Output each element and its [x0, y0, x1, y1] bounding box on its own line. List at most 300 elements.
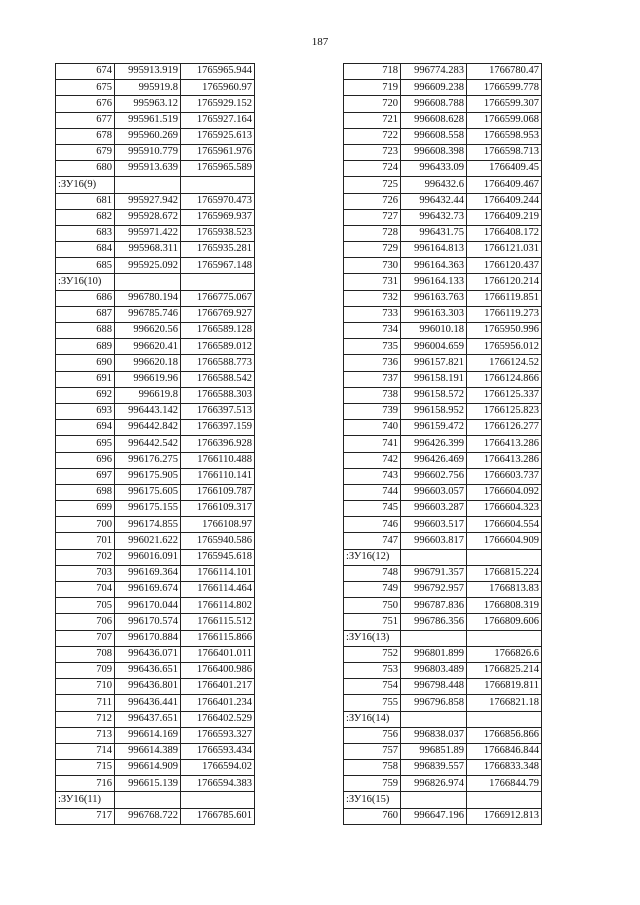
x-coordinate-cell: 995928.672 — [115, 209, 181, 225]
y-coordinate-cell: 1766119.273 — [467, 306, 542, 322]
section-header-row — [56, 792, 255, 808]
y-coordinate-cell: 1766397.513 — [181, 403, 255, 419]
point-number-cell: 677 — [56, 112, 115, 128]
y-coordinate-cell: 1765956.012 — [467, 339, 542, 355]
x-coordinate-cell: 996603.517 — [401, 517, 467, 533]
point-number-cell: 723 — [344, 144, 401, 160]
point-number-cell: 750 — [344, 598, 401, 614]
point-number-cell: 688 — [56, 323, 115, 339]
section-header-row — [56, 274, 255, 290]
point-number-cell: 749 — [344, 582, 401, 598]
coordinates-table-right — [343, 63, 542, 825]
point-number-cell: 758 — [344, 760, 401, 776]
point-number-cell: 719 — [344, 80, 401, 96]
table-row — [56, 436, 255, 452]
point-number-cell: 732 — [344, 290, 401, 306]
x-coordinate-cell: 996796.858 — [401, 695, 467, 711]
point-number-cell: 713 — [56, 727, 115, 743]
y-coordinate-cell: 1766769.927 — [181, 306, 255, 322]
coordinates-table-left — [55, 63, 255, 825]
x-coordinate-cell: 996175.905 — [115, 468, 181, 484]
point-number-cell: 728 — [344, 225, 401, 241]
x-coordinate-cell: 996608.398 — [401, 144, 467, 160]
y-coordinate-cell: 1766589.012 — [181, 339, 255, 355]
y-coordinate-cell: 1765938.523 — [181, 225, 255, 241]
table-row — [56, 420, 255, 436]
table-row — [344, 209, 542, 225]
point-number-cell: 683 — [56, 225, 115, 241]
y-coordinate-cell: 1766401.234 — [181, 695, 255, 711]
y-coordinate-cell: 1765935.281 — [181, 242, 255, 258]
x-coordinate-cell: 996432.6 — [401, 177, 467, 193]
x-coordinate-cell: 996620.18 — [115, 355, 181, 371]
y-coordinate-cell: 1766400.986 — [181, 662, 255, 678]
table-row — [344, 193, 542, 209]
table-row — [344, 614, 542, 630]
table-row — [344, 695, 542, 711]
x-coordinate-cell: 996158.191 — [401, 371, 467, 387]
point-number-cell: 730 — [344, 258, 401, 274]
x-coordinate-cell: 996442.842 — [115, 420, 181, 436]
table-row — [56, 290, 255, 306]
y-coordinate-cell: 1766856.866 — [467, 727, 542, 743]
point-number-cell: 759 — [344, 776, 401, 792]
point-number-cell: 716 — [56, 776, 115, 792]
point-number-cell: 752 — [344, 646, 401, 662]
table-row — [56, 112, 255, 128]
table-row — [344, 679, 542, 695]
x-coordinate-cell: 996436.651 — [115, 662, 181, 678]
x-coordinate-cell: 995927.942 — [115, 193, 181, 209]
y-coordinate-cell: 1765940.586 — [181, 533, 255, 549]
table-row — [56, 646, 255, 662]
section-label: :ЗУ16(10) — [56, 274, 115, 290]
y-coordinate-cell: 1766114.802 — [181, 598, 255, 614]
x-coordinate-cell: 996798.448 — [401, 679, 467, 695]
y-coordinate-cell: 1766593.327 — [181, 727, 255, 743]
table-row — [344, 484, 542, 500]
y-coordinate-cell: 1766115.866 — [181, 630, 255, 646]
empty-cell — [401, 549, 467, 565]
y-coordinate-cell: 1765965.944 — [181, 64, 255, 80]
y-coordinate-cell: 1765965.589 — [181, 161, 255, 177]
y-coordinate-cell: 1766844.79 — [467, 776, 542, 792]
point-number-cell: 696 — [56, 452, 115, 468]
table-row — [56, 387, 255, 403]
y-coordinate-cell: 1766396.928 — [181, 436, 255, 452]
point-number-cell: 756 — [344, 727, 401, 743]
y-coordinate-cell: 1766809.606 — [467, 614, 542, 630]
x-coordinate-cell: 995919.8 — [115, 80, 181, 96]
table-row — [56, 598, 255, 614]
table-row — [56, 711, 255, 727]
x-coordinate-cell: 996176.275 — [115, 452, 181, 468]
y-coordinate-cell: 1766108.97 — [181, 517, 255, 533]
x-coordinate-cell: 996157.821 — [401, 355, 467, 371]
x-coordinate-cell: 995925.092 — [115, 258, 181, 274]
empty-cell — [115, 177, 181, 193]
point-number-cell: 741 — [344, 436, 401, 452]
table-row — [56, 743, 255, 759]
y-coordinate-cell: 1766593.434 — [181, 743, 255, 759]
table-row — [344, 403, 542, 419]
x-coordinate-cell: 996437.651 — [115, 711, 181, 727]
x-coordinate-cell: 995963.12 — [115, 96, 181, 112]
table-row — [56, 549, 255, 565]
table-row — [344, 436, 542, 452]
table-row — [56, 80, 255, 96]
y-coordinate-cell: 1765927.164 — [181, 112, 255, 128]
x-coordinate-cell: 996021.622 — [115, 533, 181, 549]
x-coordinate-cell: 996619.96 — [115, 371, 181, 387]
table-row — [56, 679, 255, 695]
table-row — [344, 533, 542, 549]
point-number-cell: 679 — [56, 144, 115, 160]
point-number-cell: 753 — [344, 662, 401, 678]
x-coordinate-cell: 996614.909 — [115, 760, 181, 776]
x-coordinate-cell: 996004.659 — [401, 339, 467, 355]
x-coordinate-cell: 996432.44 — [401, 193, 467, 209]
y-coordinate-cell: 1766775.067 — [181, 290, 255, 306]
point-number-cell: 707 — [56, 630, 115, 646]
x-coordinate-cell: 996614.389 — [115, 743, 181, 759]
point-number-cell: 722 — [344, 128, 401, 144]
x-coordinate-cell: 996158.952 — [401, 403, 467, 419]
x-coordinate-cell: 996603.287 — [401, 501, 467, 517]
y-coordinate-cell: 1766598.953 — [467, 128, 542, 144]
y-coordinate-cell: 1766110.488 — [181, 452, 255, 468]
point-number-cell: 709 — [56, 662, 115, 678]
point-number-cell: 690 — [56, 355, 115, 371]
y-coordinate-cell: 1766780.47 — [467, 64, 542, 80]
empty-cell — [115, 792, 181, 808]
point-number-cell: 727 — [344, 209, 401, 225]
point-number-cell: 760 — [344, 808, 401, 824]
point-number-cell: 740 — [344, 420, 401, 436]
point-number-cell: 734 — [344, 323, 401, 339]
x-coordinate-cell: 995961.519 — [115, 112, 181, 128]
y-coordinate-cell: 1766599.778 — [467, 80, 542, 96]
y-coordinate-cell: 1766826.6 — [467, 646, 542, 662]
point-number-cell: 738 — [344, 387, 401, 403]
table-row — [56, 339, 255, 355]
x-coordinate-cell: 996170.884 — [115, 630, 181, 646]
table-row — [344, 80, 542, 96]
y-coordinate-cell: 1766413.286 — [467, 436, 542, 452]
x-coordinate-cell: 996603.057 — [401, 484, 467, 500]
empty-cell — [467, 549, 542, 565]
table-row — [344, 355, 542, 371]
table-row — [344, 501, 542, 517]
x-coordinate-cell: 995913.919 — [115, 64, 181, 80]
table-row — [344, 258, 542, 274]
point-number-cell: 681 — [56, 193, 115, 209]
x-coordinate-cell: 996159.472 — [401, 420, 467, 436]
point-number-cell: 680 — [56, 161, 115, 177]
y-coordinate-cell: 1766109.317 — [181, 501, 255, 517]
y-coordinate-cell: 1766604.909 — [467, 533, 542, 549]
x-coordinate-cell: 996787.836 — [401, 598, 467, 614]
empty-cell — [115, 274, 181, 290]
y-coordinate-cell: 1766808.319 — [467, 598, 542, 614]
table-row — [56, 501, 255, 517]
table-row — [344, 517, 542, 533]
point-number-cell: 717 — [56, 808, 115, 824]
y-coordinate-cell: 1766589.128 — [181, 323, 255, 339]
table-row — [56, 64, 255, 80]
table-row — [344, 177, 542, 193]
table-row — [344, 161, 542, 177]
table-row — [344, 274, 542, 290]
x-coordinate-cell: 996647.196 — [401, 808, 467, 824]
table-row — [56, 727, 255, 743]
y-coordinate-cell: 1765950.996 — [467, 323, 542, 339]
y-coordinate-cell: 1766115.512 — [181, 614, 255, 630]
y-coordinate-cell: 1766114.464 — [181, 582, 255, 598]
point-number-cell: 720 — [344, 96, 401, 112]
point-number-cell: 691 — [56, 371, 115, 387]
point-number-cell: 746 — [344, 517, 401, 533]
y-coordinate-cell: 1765925.613 — [181, 128, 255, 144]
point-number-cell: 684 — [56, 242, 115, 258]
empty-cell — [467, 630, 542, 646]
point-number-cell: 747 — [344, 533, 401, 549]
x-coordinate-cell: 996436.441 — [115, 695, 181, 711]
point-number-cell: 675 — [56, 80, 115, 96]
section-label: :ЗУ16(9) — [56, 177, 115, 193]
x-coordinate-cell: 996163.763 — [401, 290, 467, 306]
x-coordinate-cell: 995913.639 — [115, 161, 181, 177]
point-number-cell: 698 — [56, 484, 115, 500]
empty-cell — [181, 274, 255, 290]
y-coordinate-cell: 1766401.217 — [181, 679, 255, 695]
x-coordinate-cell: 996620.41 — [115, 339, 181, 355]
x-coordinate-cell: 996443.142 — [115, 403, 181, 419]
coordinates-table-right-body — [344, 64, 542, 825]
section-header-row — [56, 177, 255, 193]
table-row — [56, 533, 255, 549]
point-number-cell: 755 — [344, 695, 401, 711]
y-coordinate-cell: 1766120.214 — [467, 274, 542, 290]
table-row — [344, 452, 542, 468]
table-row — [344, 646, 542, 662]
y-coordinate-cell: 1766599.068 — [467, 112, 542, 128]
point-number-cell: 678 — [56, 128, 115, 144]
table-row — [344, 339, 542, 355]
table-row — [344, 598, 542, 614]
x-coordinate-cell: 996433.09 — [401, 161, 467, 177]
table-row — [56, 565, 255, 581]
y-coordinate-cell: 1766121.031 — [467, 242, 542, 258]
x-coordinate-cell: 996602.756 — [401, 468, 467, 484]
table-row — [56, 695, 255, 711]
point-number-cell: 700 — [56, 517, 115, 533]
y-coordinate-cell: 1765929.152 — [181, 96, 255, 112]
table-row — [56, 403, 255, 419]
empty-cell — [181, 177, 255, 193]
point-number-cell: 710 — [56, 679, 115, 695]
table-row — [344, 662, 542, 678]
table-row — [56, 144, 255, 160]
x-coordinate-cell: 996839.557 — [401, 760, 467, 776]
point-number-cell: 714 — [56, 743, 115, 759]
x-coordinate-cell: 995968.311 — [115, 242, 181, 258]
point-number-cell: 712 — [56, 711, 115, 727]
point-number-cell: 708 — [56, 646, 115, 662]
x-coordinate-cell: 996170.044 — [115, 598, 181, 614]
x-coordinate-cell: 996426.399 — [401, 436, 467, 452]
y-coordinate-cell: 1766409.45 — [467, 161, 542, 177]
x-coordinate-cell: 996768.722 — [115, 808, 181, 824]
point-number-cell: 737 — [344, 371, 401, 387]
table-row — [56, 776, 255, 792]
y-coordinate-cell: 1766912.813 — [467, 808, 542, 824]
y-coordinate-cell: 1766110.141 — [181, 468, 255, 484]
point-number-cell: 757 — [344, 743, 401, 759]
table-row — [56, 630, 255, 646]
y-coordinate-cell: 1766409.467 — [467, 177, 542, 193]
empty-cell — [467, 711, 542, 727]
x-coordinate-cell: 996608.788 — [401, 96, 467, 112]
y-coordinate-cell: 1766125.823 — [467, 403, 542, 419]
y-coordinate-cell: 1766409.219 — [467, 209, 542, 225]
y-coordinate-cell: 1766397.159 — [181, 420, 255, 436]
x-coordinate-cell: 996010.18 — [401, 323, 467, 339]
section-label: :ЗУ16(14) — [344, 711, 401, 727]
x-coordinate-cell: 996615.139 — [115, 776, 181, 792]
table-row — [344, 371, 542, 387]
y-coordinate-cell: 1766594.02 — [181, 760, 255, 776]
table-row — [344, 565, 542, 581]
point-number-cell: 721 — [344, 112, 401, 128]
y-coordinate-cell: 1766588.773 — [181, 355, 255, 371]
x-coordinate-cell: 996851.89 — [401, 743, 467, 759]
x-coordinate-cell: 996175.605 — [115, 484, 181, 500]
x-coordinate-cell: 996780.194 — [115, 290, 181, 306]
table-row — [344, 727, 542, 743]
x-coordinate-cell: 996174.855 — [115, 517, 181, 533]
y-coordinate-cell: 1766594.383 — [181, 776, 255, 792]
x-coordinate-cell: 996801.899 — [401, 646, 467, 662]
table-row — [344, 290, 542, 306]
table-row — [56, 161, 255, 177]
y-coordinate-cell: 1765961.976 — [181, 144, 255, 160]
table-row — [56, 760, 255, 776]
x-coordinate-cell: 995910.779 — [115, 144, 181, 160]
point-number-cell: 701 — [56, 533, 115, 549]
y-coordinate-cell: 1766119.851 — [467, 290, 542, 306]
point-number-cell: 676 — [56, 96, 115, 112]
point-number-cell: 724 — [344, 161, 401, 177]
x-coordinate-cell: 996442.542 — [115, 436, 181, 452]
table-row — [344, 96, 542, 112]
table-row — [344, 323, 542, 339]
table-row — [344, 387, 542, 403]
x-coordinate-cell: 996826.974 — [401, 776, 467, 792]
table-row — [56, 306, 255, 322]
y-coordinate-cell: 1766603.737 — [467, 468, 542, 484]
y-coordinate-cell: 1765967.148 — [181, 258, 255, 274]
table-row — [56, 614, 255, 630]
empty-cell — [401, 792, 467, 808]
point-number-cell: 736 — [344, 355, 401, 371]
x-coordinate-cell: 996169.674 — [115, 582, 181, 598]
section-label: :ЗУ16(13) — [344, 630, 401, 646]
x-coordinate-cell: 996432.73 — [401, 209, 467, 225]
table-row — [56, 258, 255, 274]
table-row — [344, 242, 542, 258]
table-row — [56, 517, 255, 533]
x-coordinate-cell: 996016.091 — [115, 549, 181, 565]
point-number-cell: 687 — [56, 306, 115, 322]
point-number-cell: 682 — [56, 209, 115, 225]
empty-cell — [401, 630, 467, 646]
x-coordinate-cell: 996792.957 — [401, 582, 467, 598]
point-number-cell: 711 — [56, 695, 115, 711]
y-coordinate-cell: 1766401.011 — [181, 646, 255, 662]
empty-cell — [181, 792, 255, 808]
x-coordinate-cell: 996170.574 — [115, 614, 181, 630]
x-coordinate-cell: 995971.422 — [115, 225, 181, 241]
point-number-cell: 733 — [344, 306, 401, 322]
x-coordinate-cell: 996164.363 — [401, 258, 467, 274]
x-coordinate-cell: 996838.037 — [401, 727, 467, 743]
y-coordinate-cell: 1766813.83 — [467, 582, 542, 598]
y-coordinate-cell: 1766785.601 — [181, 808, 255, 824]
y-coordinate-cell: 1766833.348 — [467, 760, 542, 776]
y-coordinate-cell: 1766124.866 — [467, 371, 542, 387]
point-number-cell: 706 — [56, 614, 115, 630]
x-coordinate-cell: 996164.133 — [401, 274, 467, 290]
table-row — [56, 96, 255, 112]
x-coordinate-cell: 996436.071 — [115, 646, 181, 662]
table-row — [344, 112, 542, 128]
y-coordinate-cell: 1765970.473 — [181, 193, 255, 209]
point-number-cell: 739 — [344, 403, 401, 419]
x-coordinate-cell: 996603.817 — [401, 533, 467, 549]
y-coordinate-cell: 1766588.303 — [181, 387, 255, 403]
y-coordinate-cell: 1766402.529 — [181, 711, 255, 727]
section-label: :ЗУ16(11) — [56, 792, 115, 808]
table-row — [344, 582, 542, 598]
table-row — [344, 776, 542, 792]
y-coordinate-cell: 1766125.337 — [467, 387, 542, 403]
section-header-row — [344, 549, 542, 565]
x-coordinate-cell: 996608.558 — [401, 128, 467, 144]
point-number-cell: 697 — [56, 468, 115, 484]
point-number-cell: 725 — [344, 177, 401, 193]
section-label: :ЗУ16(15) — [344, 792, 401, 808]
table-row — [344, 64, 542, 80]
point-number-cell: 695 — [56, 436, 115, 452]
table-row — [56, 452, 255, 468]
x-coordinate-cell: 996609.238 — [401, 80, 467, 96]
point-number-cell: 742 — [344, 452, 401, 468]
point-number-cell: 718 — [344, 64, 401, 80]
point-number-cell: 689 — [56, 339, 115, 355]
y-coordinate-cell: 1766604.323 — [467, 501, 542, 517]
empty-cell — [467, 792, 542, 808]
x-coordinate-cell: 996175.155 — [115, 501, 181, 517]
table-row — [344, 306, 542, 322]
x-coordinate-cell: 996791.357 — [401, 565, 467, 581]
y-coordinate-cell: 1766815.224 — [467, 565, 542, 581]
table-row — [56, 371, 255, 387]
section-header-row — [344, 630, 542, 646]
point-number-cell: 705 — [56, 598, 115, 614]
x-coordinate-cell: 996169.364 — [115, 565, 181, 581]
y-coordinate-cell: 1766109.787 — [181, 484, 255, 500]
